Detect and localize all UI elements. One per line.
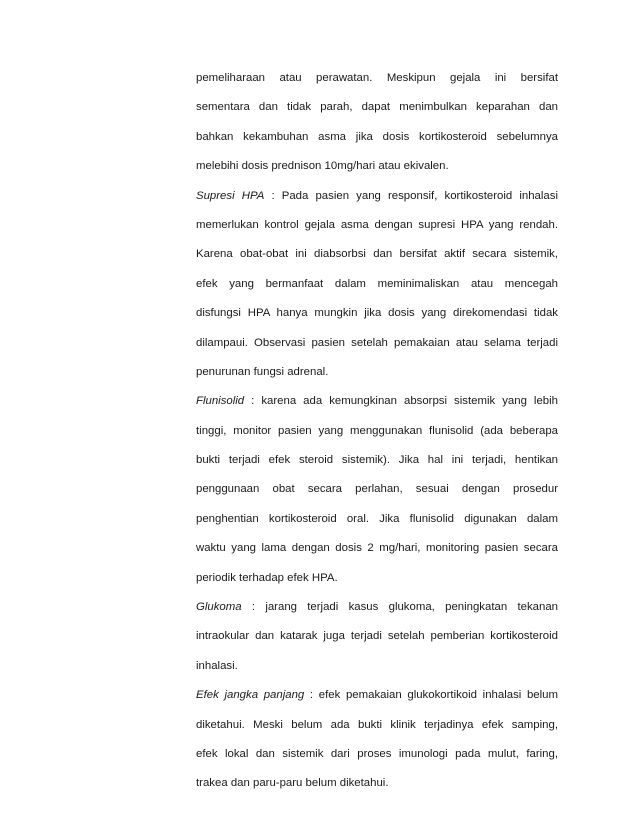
- italic-term: Supresi HPA: [196, 189, 265, 202]
- text-line: [196, 534, 558, 563]
- text-line: [196, 64, 558, 93]
- text-line: [196, 564, 558, 593]
- line-text: efek lokal dan sistemik dari proses imunologi pada mulut, faring,: [196, 747, 558, 760]
- line-text: : efek pemakaian glukokortikoid inhalasi belum: [304, 689, 558, 702]
- line-text: penurunan fungsi adrenal.: [196, 365, 329, 378]
- text-line: [196, 740, 558, 769]
- body-text: [196, 64, 558, 799]
- text-line: [196, 123, 558, 152]
- paragraph-lead-line: [196, 387, 558, 416]
- text-line: [196, 270, 558, 299]
- line-text: Karena obat-obat ini diabsorbsi dan bersifat aktif secara sistemik,: [196, 248, 558, 261]
- line-text: : jarang terjadi kasus glukoma, peningkatan tekanan: [241, 601, 558, 614]
- text-line: [196, 505, 558, 534]
- line-text: pemeliharaan atau perawatan. Meskipun gejala ini bersifat: [196, 72, 558, 84]
- text-line: [196, 711, 558, 740]
- text-line: [196, 652, 558, 681]
- line-text: efek yang bermanfaat dalam meminimaliskan atau mencegah: [196, 277, 558, 290]
- italic-term: Flunisolid: [196, 395, 245, 408]
- text-line: [196, 152, 558, 181]
- line-text: trakea dan paru-paru belum diketahui.: [196, 777, 389, 790]
- italic-term: Glukoma: [196, 601, 242, 614]
- line-text: memerlukan kontrol gejala asma dengan supresi HPA yang rendah.: [196, 218, 558, 231]
- line-text: dilampaui. Observasi pasien setelah pemakaian atau selama terjadi: [196, 336, 558, 349]
- paragraph-lead-line: [196, 681, 558, 710]
- text-line: [196, 299, 558, 328]
- text-line: [196, 240, 558, 269]
- line-text: diketahui. Meski belum ada bukti klinik terjadinya efek samping,: [196, 718, 558, 731]
- line-text: waktu yang lama dengan dosis 2 mg/hari, monitoring pasien secara: [196, 542, 558, 555]
- line-text: inhalasi.: [196, 659, 238, 672]
- line-text: penggunaan obat secara perlahan, sesuai dengan prosedur: [196, 483, 558, 496]
- italic-term: Efek jangka panjang: [196, 689, 305, 702]
- text-line: [196, 93, 558, 122]
- text-line: [196, 329, 558, 358]
- text-line: [196, 622, 558, 651]
- text-line: [196, 446, 558, 475]
- line-text: disfungsi HPA hanya mungkin jika dosis yang direkomendasi tidak: [196, 307, 558, 320]
- line-text: melebihi dosis prednison 10mg/hari atau ekivalen.: [196, 160, 449, 173]
- line-text: intraokular dan katarak juga terjadi setelah pemberian kortikosteroid: [196, 630, 558, 643]
- line-text: : karena ada kemungkinan absorpsi sistemik yang lebih: [244, 395, 558, 408]
- line-text: penghentian kortikosteroid oral. Jika flunisolid digunakan dalam: [196, 512, 558, 525]
- line-text: periodik terhadap efek HPA.: [196, 571, 338, 584]
- text-line: [196, 358, 558, 387]
- text-line: [196, 211, 558, 240]
- paragraph-lead-line: [196, 593, 558, 622]
- line-text: : Pada pasien yang responsif, kortikosteroid inhalasi: [264, 189, 558, 202]
- paragraph-lead-line: [196, 182, 558, 211]
- line-text: bahkan kekambuhan asma jika dosis kortikosteroid sebelumnya: [196, 130, 558, 143]
- text-line: [196, 769, 558, 798]
- line-text: bukti terjadi efek steroid sistemik). Jika hal ini terjadi, hentikan: [196, 454, 558, 467]
- text-line: [196, 475, 558, 504]
- text-line: [196, 417, 558, 446]
- line-text: tinggi, monitor pasien yang menggunakan flunisolid (ada beberapa: [196, 424, 558, 437]
- line-text: sementara dan tidak parah, dapat menimbulkan keparahan dan: [196, 101, 558, 114]
